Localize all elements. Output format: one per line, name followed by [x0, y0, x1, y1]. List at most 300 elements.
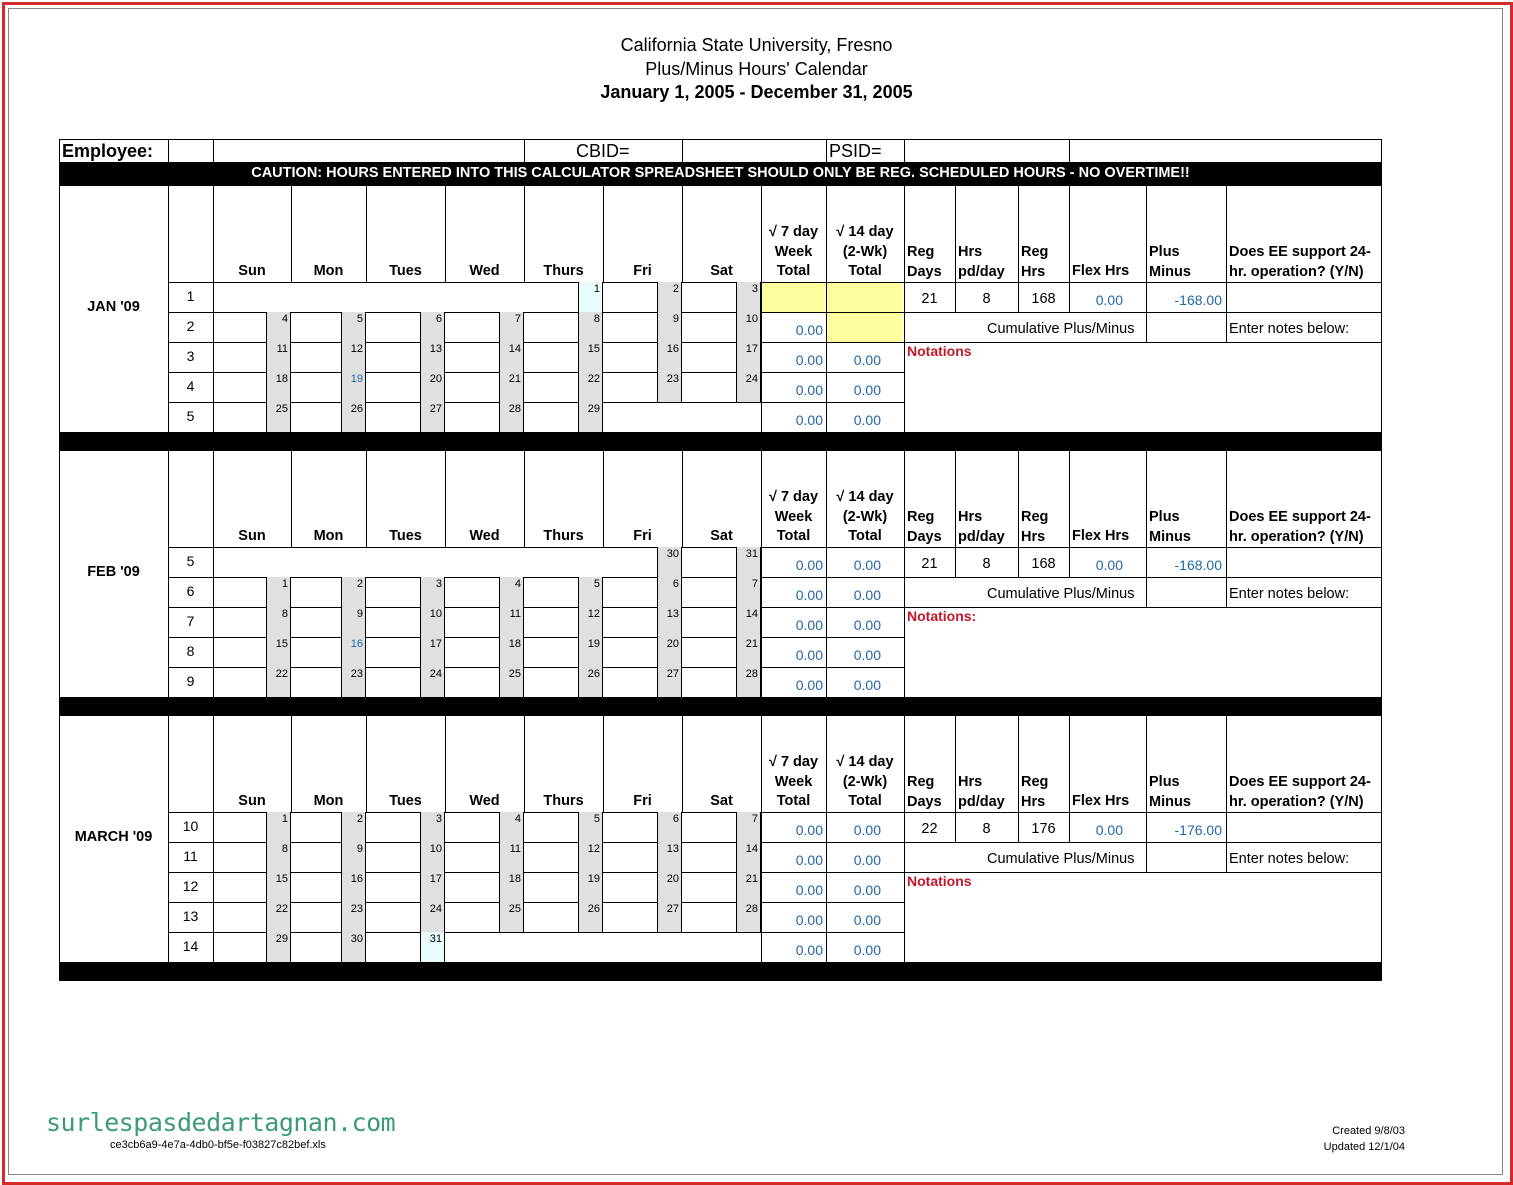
grid-line [904, 342, 1382, 343]
col-header-fri: Fri [633, 528, 652, 544]
hours-input[interactable] [524, 372, 578, 402]
hours-input[interactable] [603, 842, 657, 872]
hours-input[interactable] [291, 402, 341, 432]
grid-line [955, 186, 956, 282]
hours-input[interactable] [213, 577, 266, 607]
col-header-wed: Wed [469, 263, 500, 279]
week-number: 3 [186, 348, 195, 364]
day-cell[interactable]: 21 [736, 872, 761, 902]
day-cell[interactable]: 23 [341, 902, 366, 932]
month-label: MARCH '09 [74, 829, 153, 845]
day-cell[interactable]: 13 [420, 342, 445, 372]
grid-line [1146, 451, 1147, 547]
day-cell[interactable]: 15 [266, 637, 291, 667]
hours-input[interactable] [445, 402, 499, 432]
day-cell[interactable]: 30 [341, 932, 366, 962]
hours-input[interactable] [682, 372, 736, 402]
day-cell[interactable]: 5 [578, 577, 603, 607]
col-header-week-total: Total [776, 793, 811, 810]
day-cell[interactable]: 8 [266, 842, 291, 872]
col-header-fri: Fri [633, 793, 652, 809]
col-header-hrs-pd-day: Hrs [958, 509, 983, 525]
hours-input[interactable] [445, 842, 499, 872]
biweek-total-value: 0.00 [853, 617, 881, 633]
hours-input[interactable] [445, 607, 499, 637]
day-cell[interactable]: 8 [266, 607, 291, 637]
grid-line [904, 186, 905, 282]
day-cell[interactable]: 16 [657, 342, 682, 372]
title-university: California State University, Fresno [620, 35, 893, 55]
col-header-sat: Sat [710, 528, 733, 544]
day-cell[interactable]: 19 [341, 372, 366, 402]
day-cell[interactable]: 17 [420, 872, 445, 902]
hours-input[interactable] [366, 312, 420, 342]
day-cell[interactable]: 28 [736, 667, 761, 697]
col-header-week-total: Week [774, 773, 813, 790]
hours-input[interactable] [291, 372, 341, 402]
cbid-label: CBID= [576, 141, 630, 161]
hours-input[interactable] [682, 667, 736, 697]
day-cell[interactable]: 17 [736, 342, 761, 372]
hours-input[interactable] [682, 577, 736, 607]
hours-input[interactable] [291, 932, 341, 962]
hours-input[interactable] [291, 342, 341, 372]
col-header-sun: Sun [238, 263, 266, 279]
day-cell[interactable]: 5 [578, 812, 603, 842]
hrs-pd-day-value: 8 [982, 291, 991, 307]
day-cell[interactable]: 21 [499, 372, 524, 402]
day-cell[interactable]: 14 [499, 342, 524, 372]
hours-input[interactable] [366, 637, 420, 667]
grid-line [1146, 312, 1147, 342]
day-cell[interactable]: 22 [578, 372, 603, 402]
col-header-sat: Sat [710, 263, 733, 279]
day-cell[interactable]: 2 [657, 282, 682, 312]
day-cell[interactable]: 16 [341, 872, 366, 902]
col-header-hrs-pd-day: Hrs [958, 774, 983, 790]
col-header-reg-days: Days [907, 793, 942, 810]
hours-input[interactable] [682, 312, 736, 342]
grid-line [1226, 312, 1227, 342]
week-total-value: 0.00 [795, 382, 823, 398]
month-separator-bar [59, 432, 1382, 451]
col-header-week-total: Total [776, 528, 811, 545]
hours-input[interactable] [291, 637, 341, 667]
hours-input[interactable] [603, 637, 657, 667]
grid-line [904, 577, 905, 607]
hours-input[interactable] [213, 932, 266, 962]
col-header-reg-hrs: Hrs [1021, 263, 1046, 280]
hours-input[interactable] [213, 872, 266, 902]
biweek-total-value: 0.00 [853, 557, 881, 573]
notes-area[interactable] [904, 890, 1381, 962]
plus-minus-value: -176.00 [1174, 822, 1222, 838]
biweek-total-highlight [827, 283, 903, 312]
hours-input[interactable] [213, 372, 266, 402]
hours-input[interactable] [603, 372, 657, 402]
week-total-value: 0.00 [795, 617, 823, 633]
day-cell[interactable]: 1 [266, 812, 291, 842]
hours-input[interactable] [524, 667, 578, 697]
col-header-hrs-pd-day: pd/day [958, 793, 1005, 810]
support-yn-input[interactable] [1226, 282, 1381, 312]
week-total-value: 0.00 [795, 557, 823, 573]
day-cell[interactable]: 25 [499, 667, 524, 697]
day-cell[interactable]: 1 [578, 282, 603, 312]
col-header-tues: Tues [389, 793, 422, 809]
biweek-total-value: 0.00 [853, 912, 881, 928]
hours-input[interactable] [366, 932, 420, 962]
hours-input[interactable] [603, 607, 657, 637]
biweek-total-value: 0.00 [853, 942, 881, 958]
day-cell[interactable]: 27 [657, 667, 682, 697]
col-header-biweek-total: √ 14 day [836, 754, 894, 770]
col-header-thurs: Thurs [543, 528, 584, 544]
grid-line [904, 451, 905, 547]
day-cell[interactable]: 3 [420, 577, 445, 607]
hours-input[interactable] [213, 607, 266, 637]
support-yn-input[interactable] [1226, 547, 1381, 577]
hours-input[interactable] [213, 812, 266, 842]
day-cell[interactable]: 2 [341, 812, 366, 842]
hours-input[interactable] [291, 607, 341, 637]
week-number: 4 [186, 378, 195, 394]
grid-line [1226, 716, 1227, 812]
day-cell[interactable]: 4 [499, 577, 524, 607]
hours-input[interactable] [524, 637, 578, 667]
support-yn-input[interactable] [1226, 812, 1381, 842]
hours-input[interactable] [445, 312, 499, 342]
hours-input[interactable] [291, 312, 341, 342]
footer-updated: Updated 12/1/04 [1323, 1141, 1405, 1153]
day-cell[interactable]: 27 [657, 902, 682, 932]
day-cell[interactable]: 11 [499, 607, 524, 637]
hours-input[interactable] [213, 637, 266, 667]
hours-input[interactable] [682, 547, 736, 577]
hours-input[interactable] [213, 402, 266, 432]
reg-hrs-value: 176 [1031, 821, 1056, 837]
grid-line [1146, 716, 1147, 812]
day-cell[interactable]: 15 [578, 342, 603, 372]
col-header-reg-days: Reg [907, 244, 935, 260]
biweek-total-value: 0.00 [853, 677, 881, 693]
hours-input[interactable] [524, 282, 578, 312]
col-header-sun: Sun [238, 528, 266, 544]
hours-input[interactable] [524, 312, 578, 342]
day-cell[interactable]: 18 [499, 637, 524, 667]
hours-input[interactable] [366, 372, 420, 402]
day-cell[interactable]: 26 [341, 402, 366, 432]
col-header-biweek-total: Total [848, 263, 882, 280]
day-cell[interactable]: 19 [578, 637, 603, 667]
day-cell[interactable]: 23 [341, 667, 366, 697]
col-header-reg-hrs: Reg [1021, 774, 1049, 790]
hours-input[interactable] [291, 812, 341, 842]
day-cell[interactable]: 6 [657, 577, 682, 607]
grid-line [168, 139, 169, 162]
plus-minus-value: -168.00 [1174, 292, 1222, 308]
hours-input[interactable] [366, 607, 420, 637]
day-cell[interactable]: 28 [499, 402, 524, 432]
hours-input[interactable] [682, 842, 736, 872]
hours-input[interactable] [603, 872, 657, 902]
col-header-sat: Sat [710, 793, 733, 809]
month-label: FEB '09 [87, 564, 140, 580]
col-header-week-total: Total [776, 263, 811, 280]
hours-input[interactable] [603, 577, 657, 607]
hours-input[interactable] [524, 812, 578, 842]
hours-input[interactable] [524, 342, 578, 372]
day-cell[interactable]: 31 [420, 932, 445, 962]
day-cell[interactable]: 5 [341, 312, 366, 342]
day-cell[interactable]: 28 [736, 902, 761, 932]
grid-line [168, 451, 169, 697]
day-cell[interactable]: 8 [578, 312, 603, 342]
day-cell[interactable]: 4 [499, 812, 524, 842]
hours-input[interactable] [445, 902, 499, 932]
col-header-hrs-pd-day: pd/day [958, 263, 1005, 280]
day-cell[interactable]: 10 [420, 842, 445, 872]
week-total-value: 0.00 [795, 587, 823, 603]
grid-line [1226, 577, 1227, 607]
hours-input[interactable] [682, 902, 736, 932]
grid-line [1146, 577, 1147, 607]
day-cell[interactable]: 15 [266, 872, 291, 902]
psid-input[interactable] [904, 140, 1069, 162]
hours-input[interactable] [366, 902, 420, 932]
hours-input[interactable] [445, 342, 499, 372]
hours-input[interactable] [524, 902, 578, 932]
hours-input[interactable] [291, 667, 341, 697]
col-header-week-total: Week [774, 243, 813, 260]
day-cell[interactable]: 7 [499, 312, 524, 342]
day-cell[interactable]: 22 [266, 902, 291, 932]
day-cell[interactable]: 2 [341, 577, 366, 607]
grid-line [1018, 186, 1019, 282]
grid-line [1069, 186, 1070, 282]
day-cell[interactable]: 29 [266, 932, 291, 962]
hours-input[interactable] [445, 577, 499, 607]
day-cell[interactable]: 7 [736, 577, 761, 607]
day-cell[interactable]: 9 [341, 842, 366, 872]
day-cell[interactable]: 12 [578, 842, 603, 872]
col-header-biweek-total: (2-Wk) [842, 508, 888, 525]
col-header-biweek-total: (2-Wk) [842, 243, 888, 260]
day-cell[interactable]: 3 [736, 282, 761, 312]
hours-input[interactable] [682, 607, 736, 637]
day-cell[interactable]: 26 [578, 667, 603, 697]
hours-input[interactable] [682, 812, 736, 842]
day-cell[interactable]: 10 [420, 607, 445, 637]
grid-line [1069, 716, 1070, 812]
week-total-value: 0.00 [795, 882, 823, 898]
grid-line [904, 842, 905, 872]
grid-line [1069, 451, 1070, 547]
col-header-plus-minus: Plus [1149, 509, 1180, 525]
day-cell[interactable]: 18 [266, 372, 291, 402]
day-cell[interactable]: 19 [578, 872, 603, 902]
day-cell[interactable]: 6 [420, 312, 445, 342]
hrs-pd-day-value: 8 [982, 556, 991, 572]
hours-input[interactable] [682, 872, 736, 902]
day-cell[interactable]: 3 [420, 812, 445, 842]
grid-line [1018, 451, 1019, 547]
footer-created: Created 9/8/03 [1332, 1125, 1405, 1137]
day-cell[interactable]: 1 [266, 577, 291, 607]
hours-input[interactable] [682, 637, 736, 667]
hours-input[interactable] [213, 312, 266, 342]
col-header-reg-days: Reg [907, 774, 935, 790]
hours-input[interactable] [366, 402, 420, 432]
day-cell[interactable]: 20 [657, 637, 682, 667]
day-cell[interactable]: 11 [266, 342, 291, 372]
day-cell[interactable]: 7 [736, 812, 761, 842]
day-cell[interactable]: 6 [657, 812, 682, 842]
month-separator-bar [59, 697, 1382, 716]
hours-input[interactable] [366, 577, 420, 607]
grid-line [904, 577, 1382, 578]
week-total-highlight [762, 283, 825, 312]
week-number: 7 [186, 613, 195, 629]
day-cell[interactable]: 24 [420, 902, 445, 932]
col-header-wed: Wed [469, 793, 500, 809]
day-cell[interactable]: 25 [499, 902, 524, 932]
reg-days-value: 22 [921, 821, 938, 837]
hours-input[interactable] [213, 842, 266, 872]
day-cell[interactable]: 20 [420, 372, 445, 402]
day-cell[interactable]: 12 [341, 342, 366, 372]
hours-input[interactable] [603, 547, 657, 577]
col-header-tues: Tues [389, 528, 422, 544]
day-cell[interactable]: 10 [736, 312, 761, 342]
day-cell[interactable]: 24 [736, 372, 761, 402]
watermark-site: surlespasdedartagnan.com [46, 1108, 396, 1137]
hours-input[interactable] [524, 872, 578, 902]
day-cell[interactable]: 14 [736, 607, 761, 637]
hours-input[interactable] [366, 342, 420, 372]
hours-input[interactable] [366, 842, 420, 872]
notes-area[interactable] [904, 625, 1381, 697]
hours-input[interactable] [524, 607, 578, 637]
hours-input[interactable] [291, 872, 341, 902]
flex-hrs-value: 0.00 [1095, 292, 1123, 308]
hours-input[interactable] [213, 667, 266, 697]
hours-input[interactable] [682, 342, 736, 372]
hours-input[interactable] [524, 842, 578, 872]
notations-label: Notations [907, 343, 972, 359]
day-cell[interactable]: 12 [578, 607, 603, 637]
col-header-biweek-total: (2-Wk) [842, 773, 888, 790]
day-cell[interactable]: 9 [657, 312, 682, 342]
day-cell[interactable]: 13 [657, 842, 682, 872]
hours-input[interactable] [213, 342, 266, 372]
day-cell[interactable]: 13 [657, 607, 682, 637]
biweek-total-value: 0.00 [853, 587, 881, 603]
hours-input[interactable] [291, 842, 341, 872]
hours-input[interactable] [445, 872, 499, 902]
hours-input[interactable] [603, 812, 657, 842]
col-header-plus-minus: Plus [1149, 244, 1180, 260]
day-cell[interactable]: 27 [420, 402, 445, 432]
day-cell[interactable]: 26 [578, 902, 603, 932]
hours-input[interactable] [445, 812, 499, 842]
week-total-value: 0.00 [795, 677, 823, 693]
cumulative-label: Cumulative Plus/Minus [987, 586, 1135, 602]
hours-input[interactable] [682, 282, 736, 312]
hours-input[interactable] [445, 667, 499, 697]
grid-line [826, 139, 827, 162]
col-header-week-total: Week [774, 508, 813, 525]
week-number: 8 [186, 643, 195, 659]
week-total-value: 0.00 [795, 942, 823, 958]
hours-input[interactable] [366, 812, 420, 842]
day-cell[interactable]: 23 [657, 372, 682, 402]
hours-input[interactable] [524, 577, 578, 607]
day-cell[interactable]: 16 [341, 637, 366, 667]
reg-days-value: 21 [921, 291, 938, 307]
employee-input[interactable] [213, 140, 524, 162]
day-cell[interactable]: 9 [341, 607, 366, 637]
notations-label: Notations: [907, 608, 977, 624]
day-cell[interactable]: 14 [736, 842, 761, 872]
grid-line [904, 312, 1382, 313]
col-header-reg-days: Days [907, 528, 942, 545]
day-cell[interactable]: 24 [420, 667, 445, 697]
day-cell[interactable]: 21 [736, 637, 761, 667]
day-cell[interactable]: 11 [499, 842, 524, 872]
day-cell[interactable]: 20 [657, 872, 682, 902]
hours-input[interactable] [603, 312, 657, 342]
hours-input[interactable] [603, 902, 657, 932]
day-cell[interactable]: 31 [736, 547, 761, 577]
grid-line-header [168, 547, 1382, 548]
week-number: 1 [186, 288, 195, 304]
day-cell[interactable]: 25 [266, 402, 291, 432]
col-header-tues: Tues [389, 263, 422, 279]
week-number: 9 [186, 673, 195, 689]
col-header-week-total: √ 7 day [768, 489, 819, 505]
day-cell[interactable]: 29 [578, 402, 603, 432]
day-cell[interactable]: 30 [657, 547, 682, 577]
hours-input[interactable] [603, 282, 657, 312]
col-header-plus-minus: Minus [1149, 263, 1191, 280]
day-cell[interactable]: 18 [499, 872, 524, 902]
week-number: 2 [186, 318, 195, 334]
hours-input[interactable] [291, 902, 341, 932]
hours-input[interactable] [524, 402, 578, 432]
biweek-total-value: 0.00 [853, 352, 881, 368]
hours-input[interactable] [366, 667, 420, 697]
hours-input[interactable] [445, 372, 499, 402]
hours-input[interactable] [213, 902, 266, 932]
hours-input[interactable] [366, 872, 420, 902]
grid-line [1146, 186, 1147, 282]
col-header-biweek-total: √ 14 day [836, 489, 894, 505]
cbid-input[interactable] [682, 140, 826, 162]
hours-input[interactable] [603, 667, 657, 697]
day-cell[interactable]: 4 [266, 312, 291, 342]
hours-input[interactable] [603, 342, 657, 372]
day-cell[interactable]: 17 [420, 637, 445, 667]
col-header-week-total: √ 7 day [768, 224, 819, 240]
day-cell[interactable]: 22 [266, 667, 291, 697]
week-number: 6 [186, 583, 195, 599]
notes-area[interactable] [904, 360, 1381, 432]
hours-input[interactable] [445, 637, 499, 667]
col-header-support: Does EE support 24- [1229, 244, 1371, 260]
title-calendar: Plus/Minus Hours' Calendar [645, 58, 868, 79]
hours-input[interactable] [291, 577, 341, 607]
